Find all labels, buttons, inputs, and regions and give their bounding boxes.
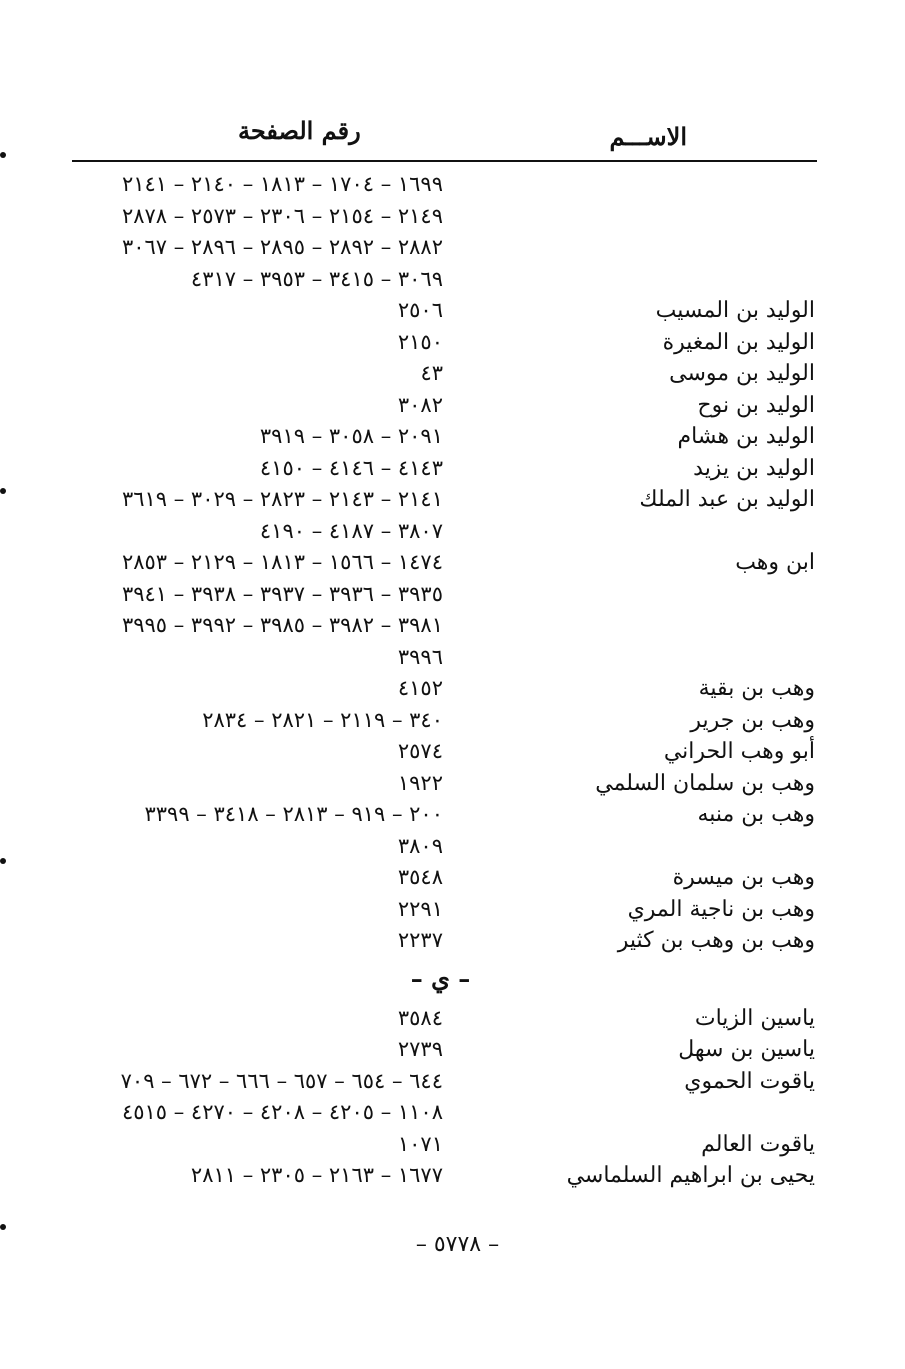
index-row (0, 1035, 905, 1067)
index-row (0, 296, 905, 328)
index-row (0, 548, 905, 580)
index-row (0, 485, 905, 517)
section-divider (0, 958, 905, 1004)
entry-name: الوليد بن عبد الملك (639, 487, 815, 512)
index-row (0, 1161, 905, 1193)
index-row (0, 265, 905, 297)
index-row (0, 643, 905, 675)
entry-pages: ٣٨٠٩ (397, 833, 443, 858)
entry-pages: ١٦٧٧ – ٢١٦٣ – ٢٣٠٥ – ٢٨١١ (190, 1163, 443, 1187)
index-row (0, 769, 905, 801)
index-row (0, 170, 905, 202)
index-row (0, 1004, 905, 1036)
entry-pages: ٢٨٨٢ – ٢٨٩٢ – ٢٨٩٥ – ٢٨٩٦ – ٣٠٦٧ (121, 235, 443, 259)
scan-mark (0, 858, 6, 864)
index-row (0, 863, 905, 895)
index-row (0, 233, 905, 265)
entry-name: ابن وهب (735, 550, 815, 575)
header-rule (72, 160, 817, 162)
entry-name: أبو وهب الحراني (663, 739, 815, 764)
index-row (0, 454, 905, 486)
index-row (0, 391, 905, 423)
entry-name: وهب بن ميسرة (672, 865, 815, 890)
index-row (0, 1067, 905, 1099)
entry-pages: ٣٠٨٢ (397, 392, 443, 417)
entry-pages: ٢٠٠ – ٩١٩ – ٢٨١٣ – ٣٤١٨ – ٣٣٩٩ (144, 802, 443, 826)
index-row (0, 800, 905, 832)
index-row (0, 359, 905, 391)
entry-name: وهب بن ناجية المري (627, 896, 815, 922)
index-row (0, 517, 905, 549)
entry-pages: ٣٨٠٧ – ٤١٨٧ – ٤١٩٠ (259, 518, 443, 543)
entry-name: ياقوت العالم (701, 1131, 815, 1157)
entry-pages: ١٠٧١ (397, 1131, 443, 1156)
entry-pages: ٤١٥٢ (397, 676, 443, 700)
entry-pages: ٢١٥٠ (397, 329, 443, 354)
entry-pages: ٢١٤١ – ٢١٤٣ – ٢٨٢٣ – ٣٠٢٩ – ٣٦١٩ (121, 487, 443, 511)
entry-name: وهب بن سلمان السلمي (595, 770, 815, 796)
index-list (0, 170, 905, 1193)
entry-name: ياسين الزيات (694, 1005, 815, 1031)
entry-pages: ٣٩٣٥ – ٣٩٣٦ – ٣٩٣٧ – ٣٩٣٨ – ٣٩٤١ (121, 581, 443, 606)
index-row (0, 1130, 905, 1162)
entry-name: ياقوت الحموي (684, 1068, 815, 1094)
index-row (0, 926, 905, 958)
index-row (0, 674, 905, 706)
entry-pages: ٢٢٩١ (397, 896, 443, 921)
name-column-header: الاســـم (609, 122, 687, 151)
scan-mark (0, 1224, 6, 1230)
entry-pages: ٤٣ (420, 361, 443, 385)
index-row (0, 706, 905, 738)
entry-name: الوليد بن المسيب (655, 298, 815, 323)
pages-column-header: رقم الصفحة (238, 116, 361, 145)
entry-pages: ٣٤٠ – ٢١١٩ – ٢٨٢١ – ٢٨٣٤ (202, 707, 443, 732)
entry-pages: ٣٠٦٩ – ٣٤١٥ – ٣٩٥٣ – ٤٣١٧ (190, 266, 443, 291)
index-row (0, 202, 905, 234)
scan-mark (0, 152, 6, 158)
entry-pages: ١٩٢٢ (397, 770, 443, 795)
entry-pages: ٣٥٤٨ (397, 865, 443, 889)
page-number: – ٥٧٧٨ – (415, 1232, 500, 1257)
entry-name: وهب بن وهب بن كثير (617, 928, 815, 953)
entry-pages: ٣٩٨١ – ٣٩٨٢ – ٣٩٨٥ – ٣٩٩٢ – ٣٩٩٥ (121, 613, 443, 637)
entry-name: الوليد بن يزيد (693, 455, 815, 481)
entry-pages: ٢٧٣٩ (397, 1037, 443, 1061)
entry-name: وهب بن بقية (698, 676, 815, 701)
entry-pages: ١١٠٨ – ٤٢٠٥ – ٤٢٠٨ – ٤٢٧٠ – ٤٥١٥ (121, 1100, 443, 1124)
entry-pages: ٢٠٩١ – ٣٠٥٨ – ٣٩١٩ (259, 424, 443, 448)
entry-pages: ٢١٤٩ – ٢١٥٤ – ٢٣٠٦ – ٢٥٧٣ – ٢٨٧٨ (121, 203, 443, 228)
index-row (0, 1098, 905, 1130)
entry-name: الوليد بن المغيرة (662, 329, 815, 355)
entry-pages: ١٦٩٩ – ١٧٠٤ – ١٨١٣ – ٢١٤٠ – ٢١٤١ (121, 172, 443, 196)
index-row (0, 422, 905, 454)
scan-mark (0, 488, 6, 494)
entry-name: يحيى بن ابراهيم السلماسي (566, 1163, 815, 1188)
entry-name: وهب بن جرير (690, 707, 815, 733)
index-row (0, 328, 905, 360)
entry-pages: ٣٩٩٦ (397, 644, 443, 669)
section-letter: – ي – (410, 963, 471, 993)
entry-pages: ٣٥٨٤ (397, 1005, 443, 1030)
entry-name: الوليد بن هشام (677, 424, 815, 449)
index-row (0, 737, 905, 769)
entry-name: الوليد بن موسى (669, 361, 815, 386)
entry-pages: ٢٥٠٦ (397, 298, 443, 322)
index-row (0, 895, 905, 927)
index-row (0, 832, 905, 864)
entry-pages: ٢٥٧٤ (397, 739, 443, 763)
entry-pages: ٤١٤٣ – ٤١٤٦ – ٤١٥٠ (259, 455, 443, 480)
index-row (0, 611, 905, 643)
entry-pages: ١٤٧٤ – ١٥٦٦ – ١٨١٣ – ٢١٢٩ – ٢٨٥٣ (121, 550, 443, 574)
entry-pages: ٦٤٤ – ٦٥٤ – ٦٥٧ – ٦٦٦ – ٦٧٢ – ٧٠٩ (120, 1068, 443, 1093)
entry-name: وهب بن منبه (697, 802, 815, 827)
entry-name: الوليد بن نوح (697, 392, 815, 418)
entry-name: ياسين بن سهل (678, 1037, 815, 1062)
entry-pages: ٢٢٣٧ (397, 928, 443, 952)
index-row (0, 580, 905, 612)
